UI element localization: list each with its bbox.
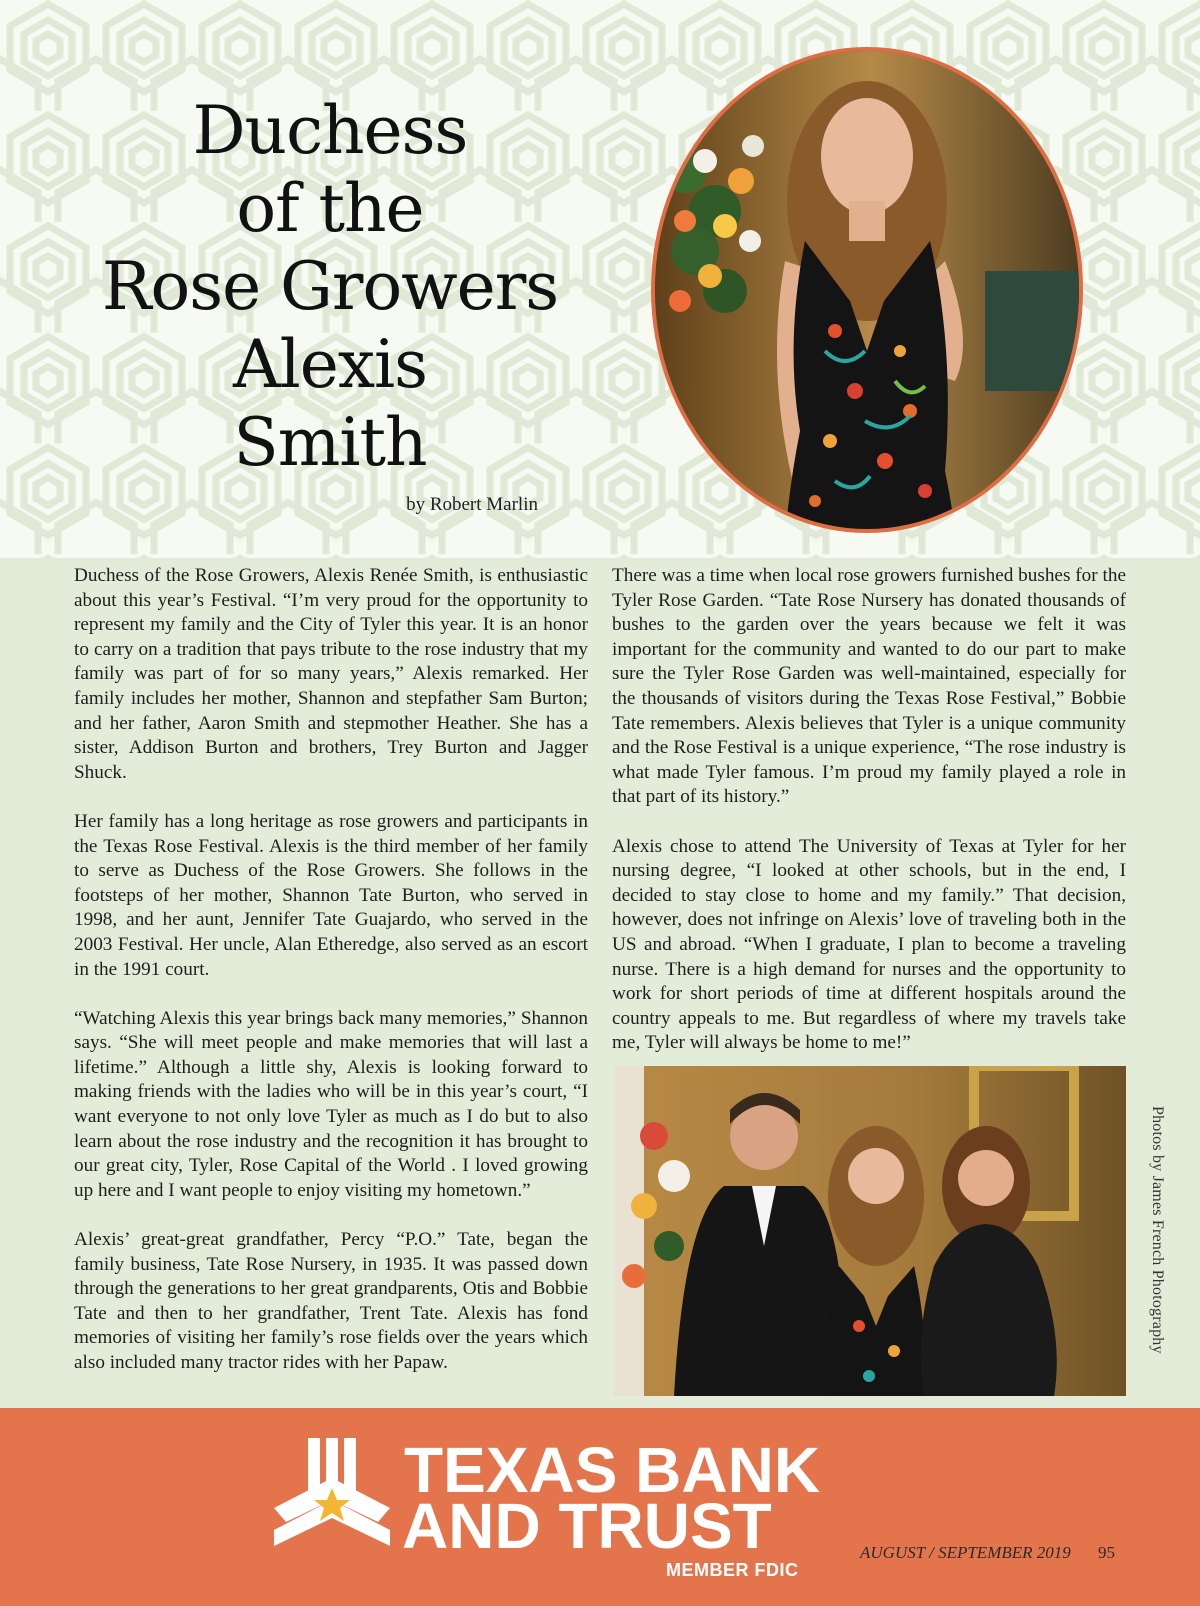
header-section bbox=[0, 0, 1200, 558]
title-line-1: Duchess bbox=[192, 92, 468, 169]
paragraph: Alexis’ great-great grandfather, Percy “P.O.” Tate, began the family business, Tate Rose Nursery, in 1935. It was passed down through the generations to her great grandparents, Otis and Bobbie Tate and then to her grandfather, Trent Tate. Alexis has fond memories of visiting her family’s rose fields over the years which also included many tractor rides with her Papaw. bbox=[74, 1229, 588, 1373]
paragraph: “Watching Alexis this year brings back many memories,” Shannon says. “She will meet people and make memories that will last a lifetime.” Although a little shy, Alexis is looking forward to making friends with the ladies who will be in this year’s court, “I want everyone to not only love Tyler as much as I do but to also learn about the rose industry and the recognition it has brought to our great city, Tyler, Rose Capital of the World . I loved growing up here and I want people to enjoy visiting my hometown.” bbox=[74, 1007, 588, 1201]
byline: by Robert Marlin bbox=[406, 494, 538, 515]
issue-date: AUGUST / SEPTEMBER 2019 bbox=[860, 1543, 1071, 1562]
title-line-3: Rose Growers bbox=[101, 248, 559, 325]
texas-star-logo-icon bbox=[274, 1434, 404, 1564]
article-title bbox=[60, 92, 600, 482]
paragraph: There was a time when local rose growers furnished bushes for the Tyler Rose Garden. “Tate Rose Nursery has donated thousands of bushes to the garden over the years because we felt it was important for the community and wanted to do our part to make sure the Tyler Rose Garden was well-maintained, especially for the thousands of visitors during the Texas Rose Festival,” Bobbie Tate remembers. Alexis believes that Tyler is a unique community and the Rose Festival is a unique experience, “The rose industry is what made Tyler famous. I’m proud my family played a role in that part of its history.” bbox=[612, 565, 1126, 808]
portrait-photo bbox=[651, 47, 1083, 533]
photo-credit: Photos by James French Photography bbox=[1149, 1106, 1166, 1354]
member-fdic-label: MEMBER FDIC bbox=[666, 1560, 799, 1580]
logo-line-2: AND TRUST bbox=[402, 1490, 772, 1562]
advertisement-banner bbox=[0, 1408, 1200, 1606]
title-line-4: Alexis bbox=[232, 326, 428, 403]
article-column-left bbox=[74, 564, 588, 1400]
portrait-illustration bbox=[655, 51, 1083, 533]
article-column-right bbox=[612, 564, 1126, 1080]
title-line-5: Smith bbox=[233, 404, 427, 481]
family-photo bbox=[614, 1066, 1126, 1396]
family-illustration bbox=[614, 1066, 1126, 1396]
paragraph: Her family has a long heritage as rose growers and participants in the Texas Rose Festival. Alexis is the third member of her family to serve as Duchess of the Rose Growers. She follows in the footsteps of her mother, Shannon Tate Burton, who served in 1998, and her aunt, Jennifer Tate Guajardo, who served in the 2003 Festival. Her uncle, Alan Etheredge, also served as an escort in the 1991 court. bbox=[74, 810, 588, 980]
texas-bank-and-trust-logo[interactable] bbox=[274, 1432, 834, 1592]
paragraph: Duchess of the Rose Growers, Alexis Renée Smith, is enthusiastic about this year’s Festival. “I’m very proud for the opportunity to represent my family and the City of Tyler this year. It is an honor to carry on a tradition that pays tribute to the rose industry that my family was part of for so many years,” Alexis remarked. Her family includes her mother, Shannon and stepfather Sam Burton; and her father, Aaron Smith and stepmother Heather. She has a sister, Addison Burton and brothers, Trey Burton and Jagger Shuck. bbox=[74, 565, 588, 783]
page-number: 95 bbox=[1098, 1543, 1115, 1562]
paragraph: Alexis chose to attend The University of Texas at Tyler for her nursing degree, “I looked at other schools, but in the end, I decided to stay close to home and my family.” That decision, however, does not infringe on Alexis’ love of traveling both in the US and abroad. “When I graduate, I plan to become a traveling nurse. There is a high demand for nurses and the opportunity to work for short periods of time at different hospitals around the country appeals to me. But regardless of where my travels take me, Tyler will always be home to me!” bbox=[612, 835, 1126, 1054]
logo-line-1: TEXAS BANK bbox=[404, 1434, 821, 1506]
title-line-2: of the bbox=[236, 170, 424, 247]
